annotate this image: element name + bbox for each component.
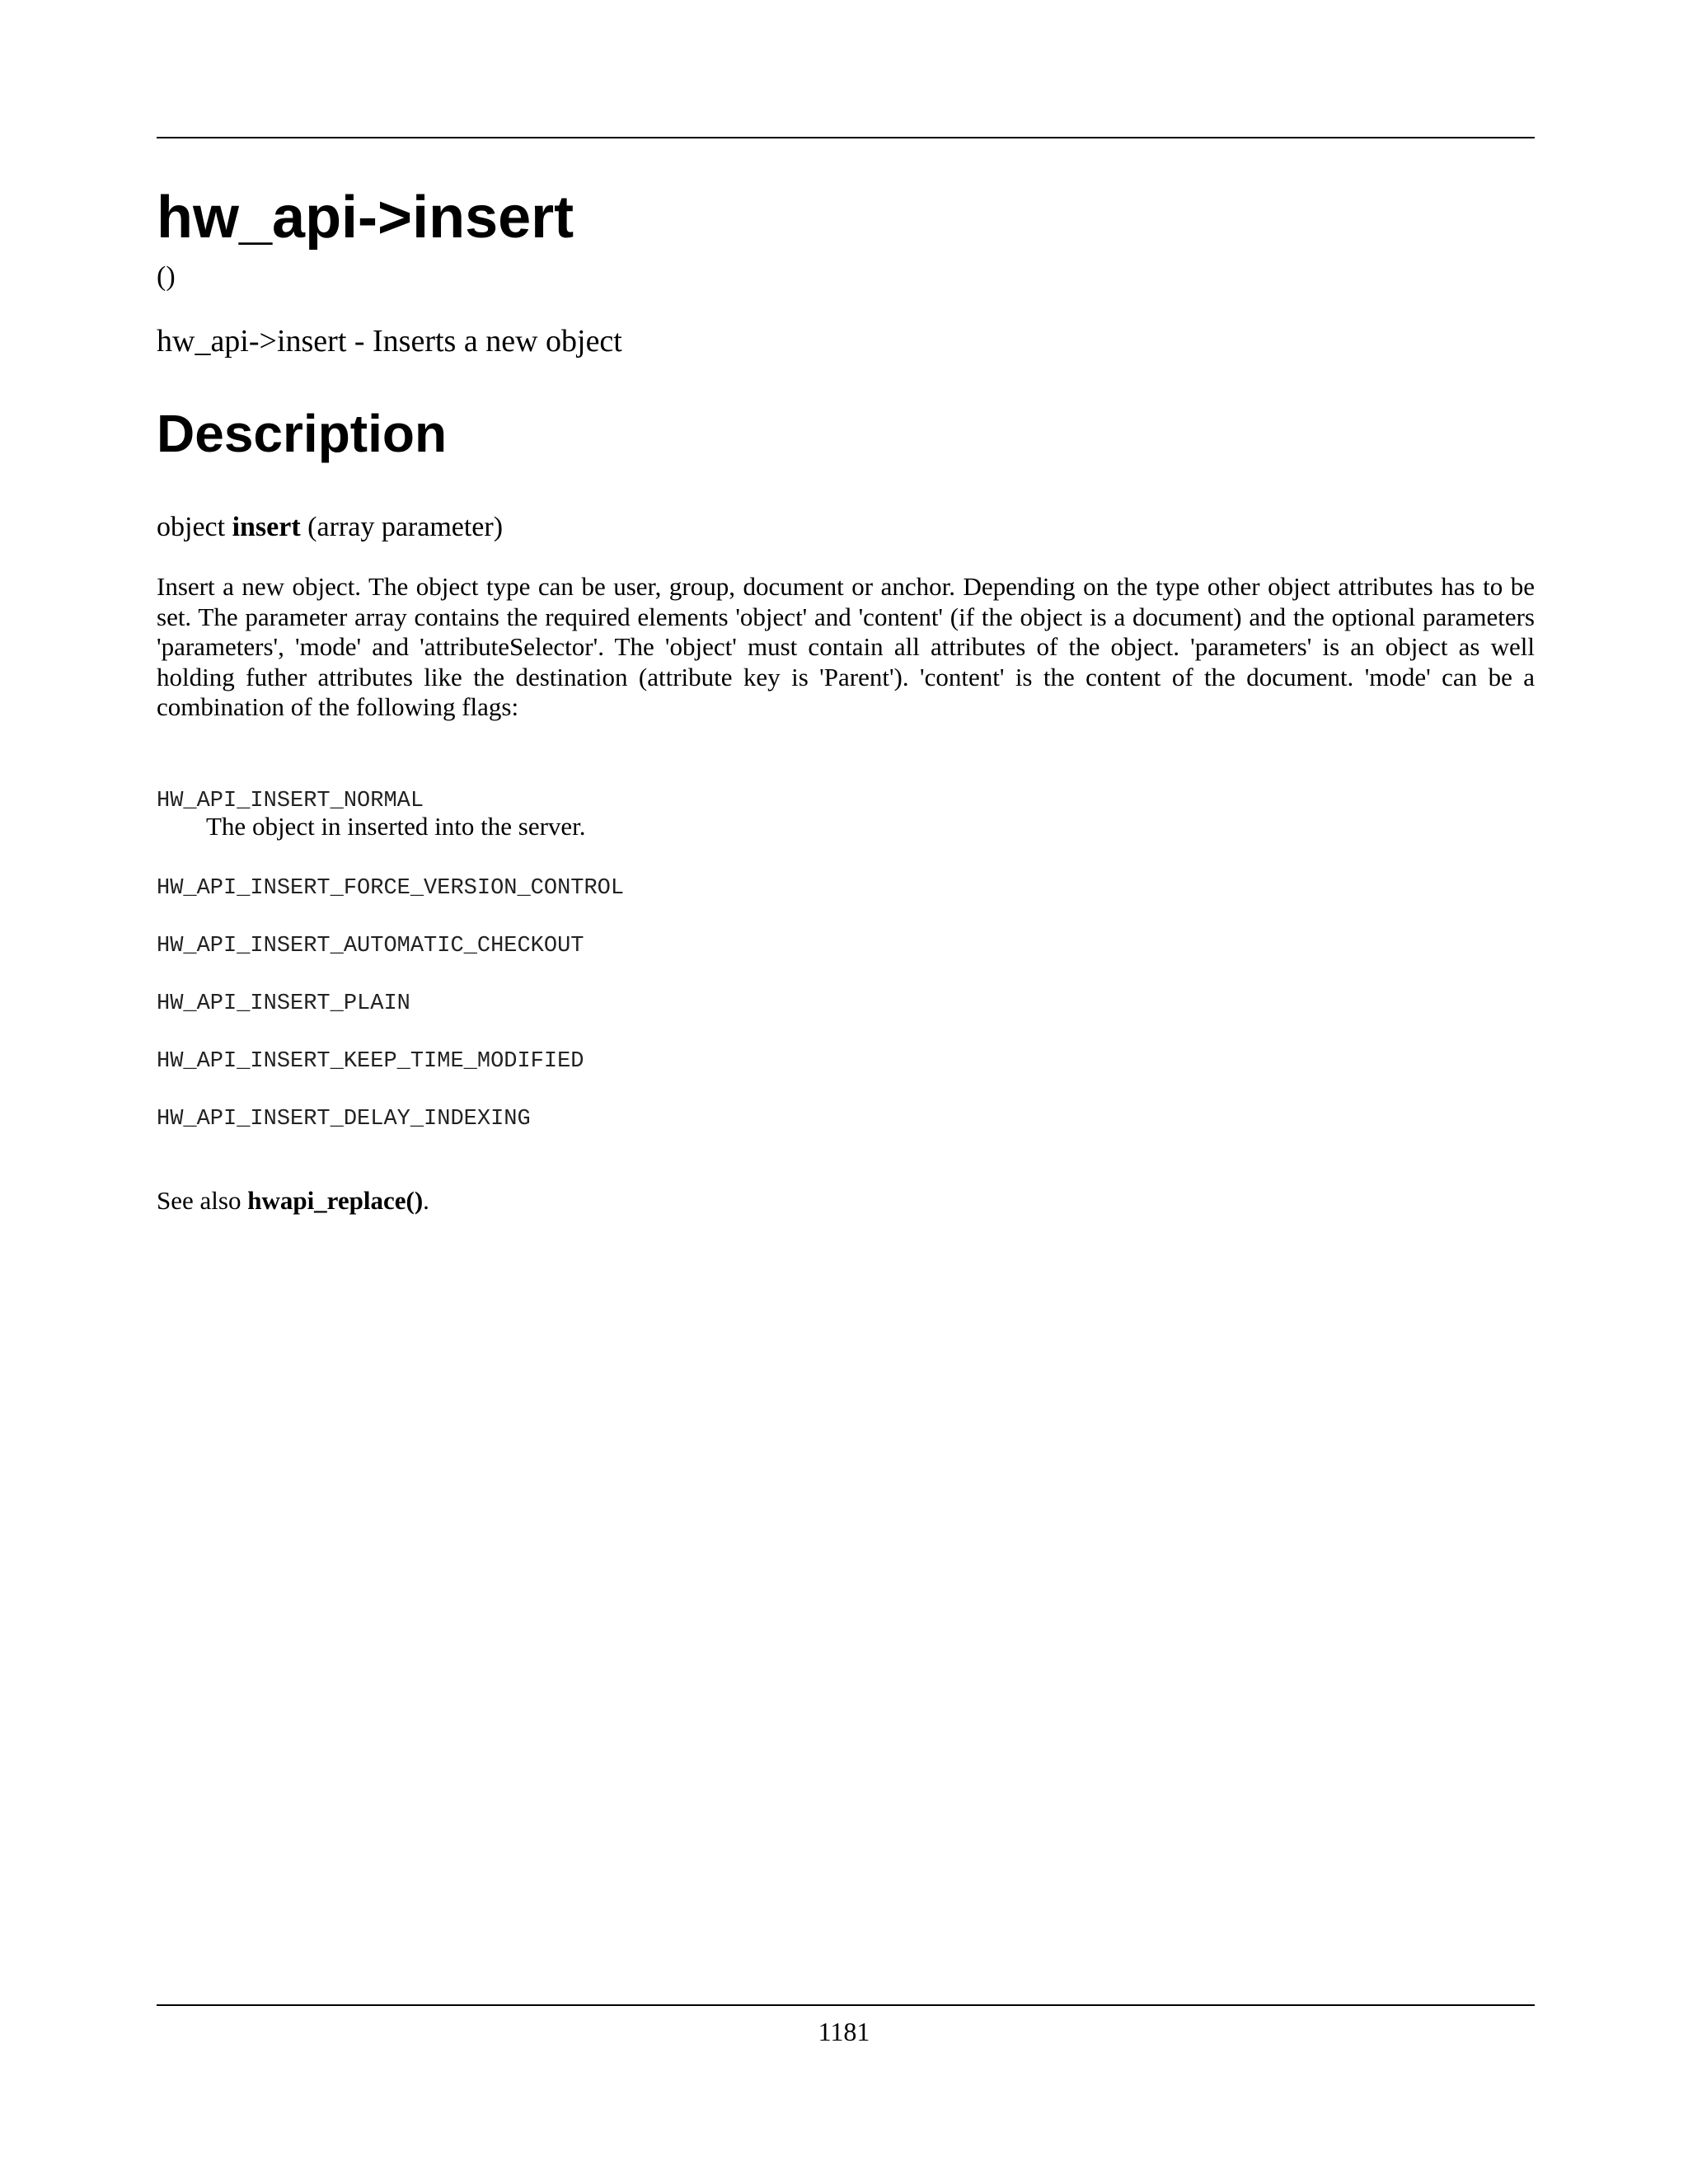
flag-name: HW_API_INSERT_KEEP_TIME_MODIFIED (157, 1049, 584, 1074)
footer-rule (157, 2004, 1535, 2006)
flag-description: The object in inserted into the server. (206, 812, 586, 841)
page-title: hw_api->insert (157, 185, 574, 251)
flag-name: HW_API_INSERT_FORCE_VERSION_CONTROL (157, 876, 625, 901)
see-also (157, 1185, 429, 1216)
function-name: insert (232, 512, 301, 542)
description-heading: Description (157, 404, 448, 463)
flag-name: HW_API_INSERT_DELAY_INDEXING (157, 1107, 531, 1132)
see-also-link[interactable]: hwapi_replace() (247, 1186, 424, 1215)
function-synopsis (157, 511, 503, 545)
flag-name: HW_API_INSERT_AUTOMATIC_CHECKOUT (157, 934, 584, 958)
description-paragraph: Insert a new object. The object type can be user, group, document or anchor. Depending on the type other object attributes has to be set. The parameter array contains the required elements 'object' and 'content' (if the object is a document) and the optional parameters 'parameters', 'mode' and 'attributeSelector'. The 'object' must contain all attributes of the object. 'parameters' is an object as well holding futher attributes like the destination (attribute key is 'Parent'). 'content' is the content of the document. 'mode' can be a combination of the following flags: (157, 572, 1535, 722)
refname-summary: hw_api->insert - Inserts a new object (157, 324, 622, 359)
header-rule (157, 137, 1535, 138)
flag-name: HW_API_INSERT_PLAIN (157, 991, 410, 1016)
page-number: 1181 (818, 2017, 870, 2046)
see-also-prefix: See also (157, 1186, 248, 1215)
see-also-suffix: . (423, 1186, 429, 1215)
function-params: (array parameter) (307, 512, 504, 542)
return-type: object (157, 512, 226, 542)
flag-name: HW_API_INSERT_NORMAL (157, 789, 424, 813)
title-parentheses: () (157, 261, 176, 292)
